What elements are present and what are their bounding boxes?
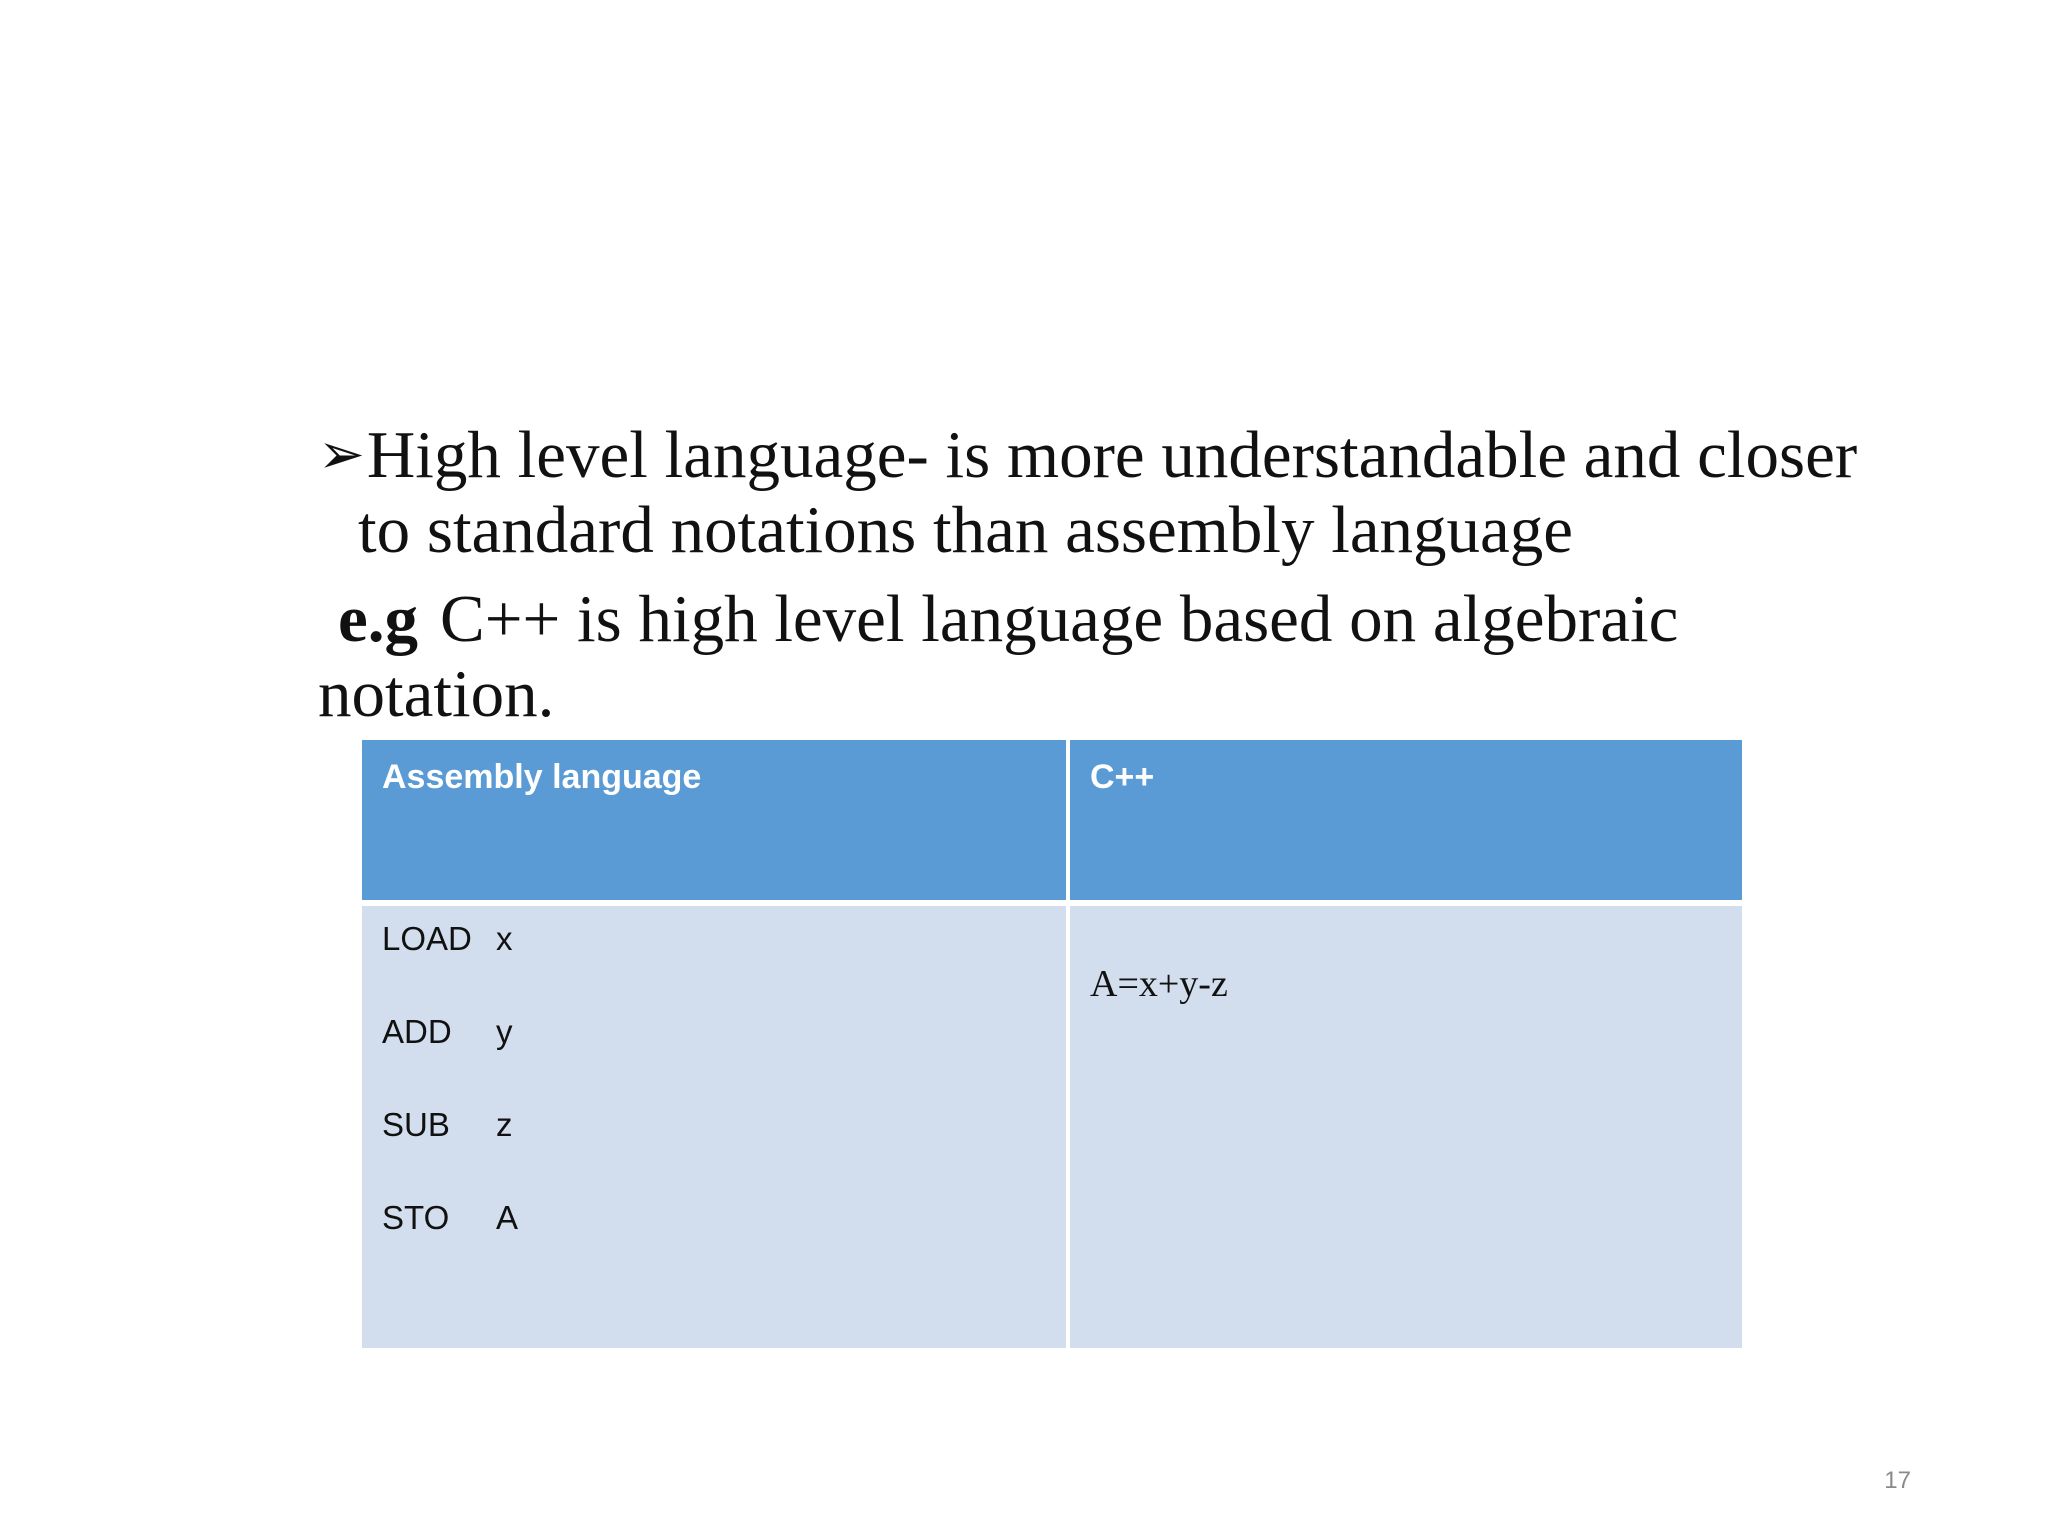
example-text-1: C++ is high level language based on algebraic — [440, 582, 1679, 657]
example-label: e.g — [338, 582, 418, 657]
assembly-line — [382, 1199, 1046, 1292]
table-header-cpp: C++ — [1069, 740, 1742, 906]
assembly-op: SUB — [382, 1106, 450, 1143]
assembly-arg: A — [496, 1199, 519, 1236]
assembly-op: ADD — [382, 1013, 452, 1050]
table-header-assembly: Assembly language — [362, 740, 1069, 906]
arrow-bullet-icon: ➢ — [318, 422, 365, 487]
assembly-arg: y — [496, 1013, 513, 1050]
bullet-line-2: to standard notations than assembly language — [358, 493, 1574, 568]
slide-body-text — [318, 418, 1938, 732]
assembly-op: LOAD — [382, 920, 472, 957]
assembly-line — [382, 1013, 1046, 1106]
assembly-arg: z — [496, 1106, 513, 1143]
comparison-table — [362, 740, 1742, 1348]
assembly-line — [382, 920, 1046, 1013]
assembly-op: STO — [382, 1199, 450, 1236]
example-line-2: notation. — [318, 657, 555, 732]
page-number: 17 — [1884, 1467, 1911, 1494]
cpp-code-cell: A=x+y-z — [1069, 906, 1742, 1348]
assembly-line — [382, 1106, 1046, 1199]
bullet-text-1: High level language- is more understandable and closer — [366, 418, 1858, 492]
bullet-line-1 — [318, 418, 1938, 493]
assembly-code-cell — [362, 906, 1069, 1348]
example-line-1 — [318, 582, 1938, 657]
assembly-arg: x — [496, 920, 513, 957]
